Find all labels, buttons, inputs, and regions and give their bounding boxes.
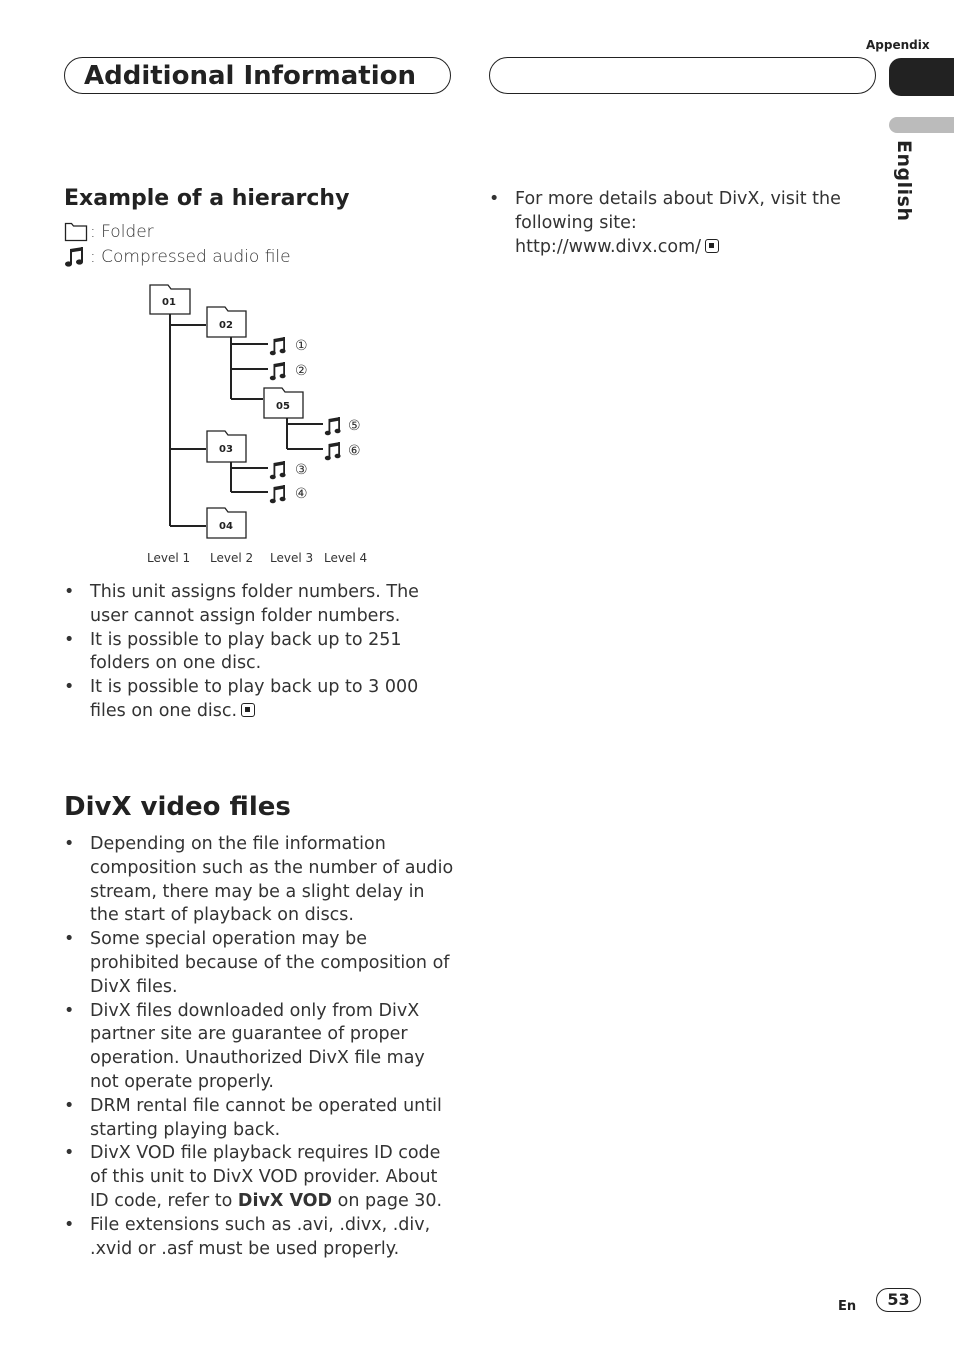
language-label: English xyxy=(893,140,915,222)
file-number-5: ⑤ xyxy=(348,418,361,434)
list-item: • DivX VOD file playback requires ID code of this unit to DivX VOD provider. About ID code, refer to DivX VOD on page 30. xyxy=(64,1142,456,1213)
list-item: • DivX files downloaded only from DivX partner site are guarantee of proper operation. Unauthorized DivX file may not operate properly. xyxy=(64,1000,456,1095)
music-note-icon xyxy=(270,485,286,503)
header-blank-frame xyxy=(489,57,876,94)
file-number-3: ③ xyxy=(295,462,308,478)
level-3-label: Level 3 xyxy=(270,551,314,565)
language-tab xyxy=(889,117,954,133)
page-number: 53 xyxy=(876,1288,921,1312)
page-title: Additional Information xyxy=(84,61,417,91)
divx-more-info xyxy=(489,188,884,259)
file-number-4: ④ xyxy=(295,486,308,502)
music-note-icon xyxy=(325,417,341,435)
file-number-1: ① xyxy=(295,338,308,354)
hierarchy-notes xyxy=(64,581,454,724)
appendix-label: Appendix xyxy=(866,38,930,52)
list-item: • It is possible to play back up to 3 000 files on one disc. xyxy=(64,676,454,724)
folder-label-03: 03 xyxy=(219,444,233,455)
folder-icon xyxy=(64,222,88,242)
music-note-icon xyxy=(64,246,88,268)
list-item: • This unit assigns folder numbers. The user cannot assign folder numbers. xyxy=(64,581,454,629)
folder-label-02: 02 xyxy=(219,320,233,331)
legend-folder-text: : Folder xyxy=(90,222,154,242)
section-tab xyxy=(889,58,954,96)
legend-audio-text: : Compressed audio file xyxy=(90,247,291,267)
footer-language-code: En xyxy=(838,1299,857,1314)
list-item: • It is possible to play back up to 251 folders on one disc. xyxy=(64,629,454,677)
list-item: • Depending on the file information composition such as the number of audio stream, there may be a slight delay in the start of playback on discs. xyxy=(64,833,456,928)
stop-icon xyxy=(241,703,255,717)
divx-url: http://www.divx.com/ xyxy=(515,236,702,257)
list-item: • DRM rental file cannot be operated until starting playing back. xyxy=(64,1095,456,1143)
list-item: • File extensions such as .avi, .divx, .div, .xvid or .asf must be used properly. xyxy=(64,1214,456,1262)
music-note-icon xyxy=(270,461,286,479)
file-number-2: ② xyxy=(295,363,308,379)
legend-audio xyxy=(64,246,291,268)
folder-label-01: 01 xyxy=(162,297,176,308)
folder-label-05: 05 xyxy=(276,401,290,412)
stop-icon xyxy=(705,239,719,253)
level-2-label: Level 2 xyxy=(210,551,254,565)
music-note-icon xyxy=(270,362,286,380)
list-item: • For more details about DivX, visit the following site: http://www.divx.com/ xyxy=(489,188,884,259)
list-item: • Some special operation may be prohibited because of the composition of DivX files. xyxy=(64,928,456,999)
level-1-label: Level 1 xyxy=(147,551,191,565)
divx-vod-reference: DivX VOD xyxy=(237,1190,333,1211)
hierarchy-diagram xyxy=(140,280,390,575)
music-note-icon xyxy=(270,337,286,355)
file-number-6: ⑥ xyxy=(348,443,361,459)
folder-label-04: 04 xyxy=(219,521,233,532)
divx-notes xyxy=(64,833,456,1261)
divx-heading: DivX video files xyxy=(64,792,291,822)
legend-folder xyxy=(64,222,154,242)
level-4-label: Level 4 xyxy=(324,551,368,565)
music-note-icon xyxy=(325,442,341,460)
hierarchy-heading: Example of a hierarchy xyxy=(64,186,350,211)
